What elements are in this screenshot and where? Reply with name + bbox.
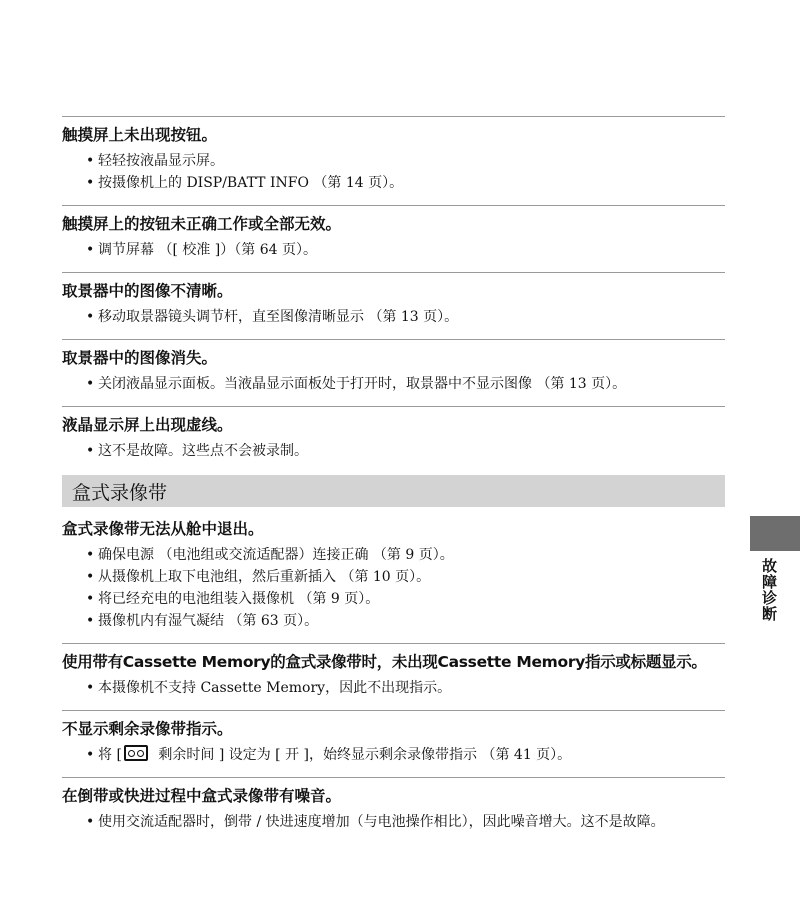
side-tab-label: 故障诊断 <box>760 558 778 622</box>
list-item: • 调节屏幕 （[ 校准 ]）（第 64 页）。 <box>98 239 725 261</box>
bullet-list <box>62 306 725 328</box>
bullet-list <box>62 544 725 632</box>
list-item <box>98 744 725 766</box>
section-remaining-tape <box>62 710 725 777</box>
section-cassette-noise <box>62 777 725 844</box>
list-item: • 按摄像机上的 DISP/BATT INFO （第 14 页）。 <box>98 172 725 194</box>
troubleshooting-content <box>62 116 725 844</box>
list-item: • 移动取景器镜头调节杆，直至图像清晰显示 （第 13 页）。 <box>98 306 725 328</box>
list-item: • 确保电源 （电池组或交流适配器）连接正确 （第 9 页）。 <box>98 544 725 566</box>
list-item: • 轻轻按液晶显示屏。 <box>98 150 725 172</box>
list-item: • 这不是故障。这些点不会被录制。 <box>98 440 725 462</box>
list-item: • 使用交流适配器时，倒带 / 快进速度增加（与电池操作相比），因此噪音增大。这不是故障。 <box>98 811 725 833</box>
section-title: 取景器中的图像消失。 <box>62 349 218 367</box>
bullet-list <box>62 440 725 462</box>
section-title: 取景器中的图像不清晰。 <box>62 282 233 300</box>
section-title: 不显示剩余录像带指示。 <box>62 720 233 738</box>
side-tab-marker <box>750 516 800 551</box>
section-title: 触摸屏上的按钮未正确工作或全部无效。 <box>62 215 342 233</box>
list-item: • 将已经充电的电池组装入摄像机 （第 9 页）。 <box>98 588 725 610</box>
section-title: 液晶显示屏上出现虚线。 <box>62 416 233 434</box>
section-touch-no-buttons <box>62 116 725 205</box>
list-item: • 从摄像机上取下电池组，然后重新插入 （第 10 页）。 <box>98 566 725 588</box>
section-lcd-dotted-lines <box>62 406 725 473</box>
section-title: 盒式录像带无法从舱中退出。 <box>62 520 264 538</box>
remaining-prefix: 将 [ <box>98 747 122 763</box>
section-cassette-eject <box>62 507 725 643</box>
category-header-cassette: 盒式录像带 <box>62 475 725 507</box>
bullet-list <box>62 150 725 194</box>
list-item: • 本摄像机不支持 Cassette Memory，因此不出现指示。 <box>98 677 725 699</box>
cassette-tape-icon <box>124 745 148 761</box>
remaining-suffix: 剩余时间 ] 设定为 [ 开 ]，始终显示剩余录像带指示 （第 41 页）。 <box>153 747 572 763</box>
section-title: 触摸屏上未出现按钮。 <box>62 126 218 144</box>
section-viewfinder-unclear <box>62 272 725 339</box>
bullet-list <box>62 239 725 261</box>
list-item: • 关闭液晶显示面板。当液晶显示面板处于打开时，取景器中不显示图像 （第 13 页）。 <box>98 373 725 395</box>
section-title: 使用带有Cassette Memory的盒式录像带时，未出现Cassette Memory指示或标题显示。 <box>62 653 707 671</box>
section-cassette-memory <box>62 643 725 710</box>
bullet-list <box>62 373 725 395</box>
section-viewfinder-disappear <box>62 339 725 406</box>
section-title: 在倒带或快进过程中盒式录像带有噪音。 <box>62 787 342 805</box>
bullet-list <box>62 677 725 699</box>
list-item: • 摄像机内有湿气凝结 （第 63 页）。 <box>98 610 725 632</box>
bullet-list <box>62 744 725 766</box>
bullet-list <box>62 811 725 833</box>
section-touch-buttons-invalid <box>62 205 725 272</box>
